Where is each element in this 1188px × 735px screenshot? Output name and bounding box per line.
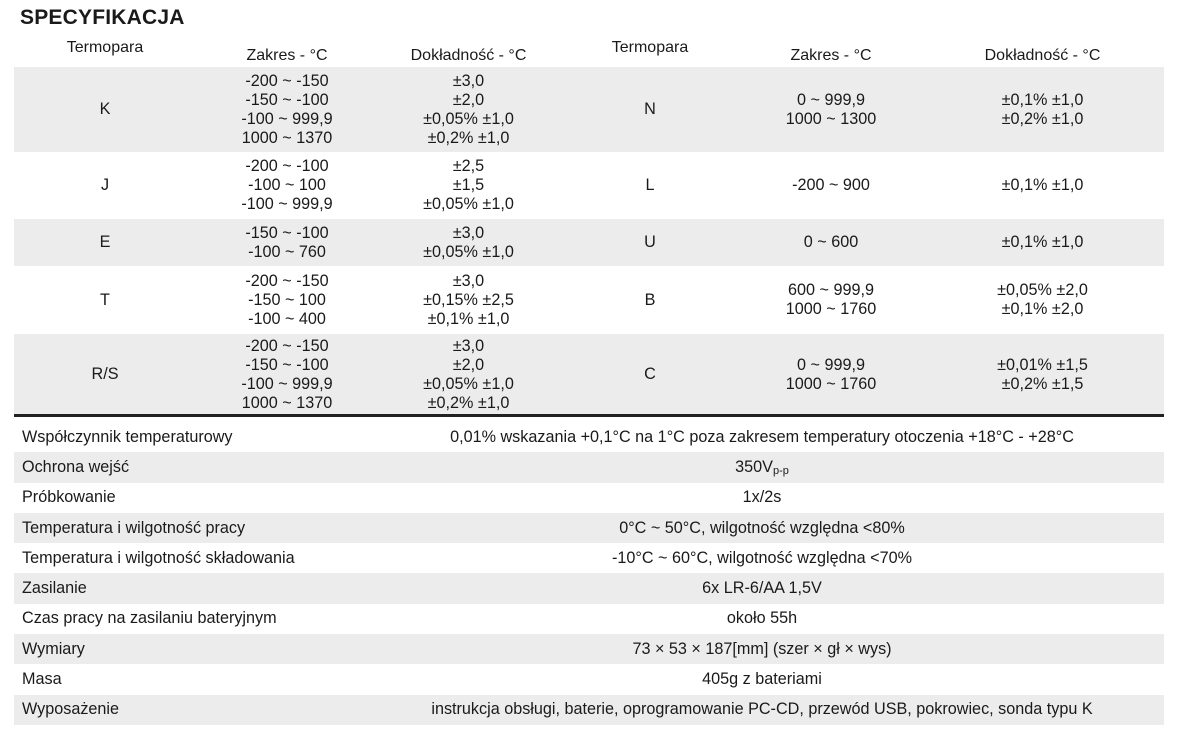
- cell-line: ±0,15% ±2,5: [423, 290, 514, 309]
- cell-line: ±0,2% ±1,0: [427, 393, 510, 412]
- cell-line: 0 ~ 999,9: [797, 355, 865, 374]
- spec-value-text: około 55h: [726, 609, 798, 628]
- spec-value: [390, 519, 1164, 538]
- cell-text: C: [644, 365, 656, 383]
- spec-label: Ochrona wejść: [22, 457, 130, 476]
- cell-line: -200 ~ -150: [245, 271, 329, 290]
- spec-label: Wymiary: [22, 639, 85, 658]
- accuracy-cell: [378, 67, 559, 152]
- cell-line: ±2,0: [452, 355, 485, 374]
- cell-line: ±3,0: [452, 223, 485, 242]
- thermocouple-type: [559, 152, 741, 219]
- cell-line: 0 ~ 600: [803, 233, 859, 251]
- cell-text: K: [99, 100, 111, 118]
- accuracy-cell: [921, 334, 1164, 415]
- header-dokladnosc-left: Dokładność - °C: [410, 47, 527, 64]
- cell-line: ±0,01% ±1,5: [997, 355, 1088, 374]
- cell-text: N: [644, 100, 656, 118]
- spec-value: [390, 700, 1164, 719]
- spec-value: [390, 488, 1164, 507]
- cell-line: -150 ~ -100: [245, 223, 329, 242]
- spec-value-text: 0,01% wskazania +0,1°C na 1°C poza zakresem temperatury otoczenia +18°C - +28°C: [450, 427, 1074, 446]
- thermocouple-row: [14, 266, 1164, 334]
- spec-value-text: 350V: [735, 457, 773, 476]
- cell-line: 1000 ~ 1760: [785, 374, 877, 393]
- spec-value-text: 0°C ~ 50°C, wilgotność względna <80%: [619, 518, 905, 537]
- thermocouple-row: [14, 152, 1164, 219]
- cell-line: -200 ~ 900: [792, 176, 870, 194]
- spec-row: [14, 483, 1164, 513]
- cell-line: ±0,1% ±2,0: [1001, 300, 1084, 318]
- thermocouple-type: [559, 266, 741, 334]
- cell-line: -150 ~ -100: [245, 355, 329, 374]
- range-cell: [741, 334, 921, 415]
- cell-line: 1000 ~ 1370: [241, 393, 333, 412]
- cell-line: ±3,0: [452, 71, 485, 90]
- spec-row: [14, 695, 1164, 725]
- cell-line: -100 ~ 100: [248, 176, 326, 194]
- cell-line: -150 ~ -100: [245, 90, 329, 109]
- spec-row: [14, 543, 1164, 573]
- cell-text: J: [100, 176, 110, 194]
- spec-label: Temperatura i wilgotność składowania: [22, 548, 295, 567]
- cell-line: ±0,05% ±2,0: [997, 281, 1088, 299]
- spec-label: Współczynnik temperaturowy: [22, 427, 233, 446]
- cell-text: L: [645, 176, 655, 194]
- cell-line: ±2,0: [452, 90, 485, 109]
- range-cell: [196, 219, 378, 266]
- spec-table: [14, 422, 1164, 725]
- cell-text: U: [644, 233, 656, 251]
- spec-row: [14, 573, 1164, 603]
- spec-value: [390, 428, 1164, 447]
- range-cell: [741, 219, 921, 266]
- spec-value-text: 73 × 53 × 187[mm] (szer × gł × wys): [632, 639, 892, 658]
- thermocouple-type: [559, 67, 741, 152]
- cell-line: ±2,5: [452, 157, 485, 175]
- thermocouple-table: [14, 67, 1164, 415]
- thermocouple-row: [14, 67, 1164, 152]
- spec-value: [390, 670, 1164, 689]
- thermocouple-type: [559, 219, 741, 266]
- spec-label: Temperatura i wilgotność pracy: [22, 518, 246, 537]
- cell-line: -150 ~ 100: [248, 290, 326, 309]
- thermocouple-type: [14, 334, 196, 415]
- cell-line: ±0,1% ±1,0: [1001, 233, 1084, 251]
- cell-line: ±3,0: [452, 336, 485, 355]
- cell-line: ±0,2% ±1,0: [427, 128, 510, 147]
- thermocouple-type: [14, 219, 196, 266]
- accuracy-cell: [921, 266, 1164, 334]
- cell-line: -100 ~ 999,9: [241, 109, 333, 128]
- thermocouple-row: [14, 334, 1164, 415]
- thermocouple-table-header: [14, 37, 1164, 67]
- cell-line: -100 ~ 760: [248, 242, 326, 261]
- cell-line: -100 ~ 400: [248, 309, 326, 328]
- table-divider: [14, 414, 1164, 417]
- cell-line: ±0,1% ±1,0: [1001, 176, 1084, 194]
- cell-line: 600 ~ 999,9: [788, 281, 874, 299]
- cell-line: 0 ~ 999,9: [797, 90, 865, 109]
- cell-text: E: [99, 233, 111, 251]
- spec-row: [14, 664, 1164, 694]
- cell-line: ±0,05% ±1,0: [423, 195, 514, 213]
- accuracy-cell: [921, 152, 1164, 219]
- thermocouple-type: [559, 334, 741, 415]
- cell-line: 1000 ~ 1760: [785, 300, 877, 318]
- spec-value-text: 6x LR-6/AA 1,5V: [702, 579, 822, 598]
- cell-line: ±0,1% ±1,0: [427, 309, 510, 328]
- cell-line: ±1,5: [452, 176, 485, 194]
- accuracy-cell: [378, 219, 559, 266]
- header-termopara-right: Termopara: [611, 39, 689, 56]
- cell-line: ±0,05% ±1,0: [423, 242, 514, 261]
- header-zakres-left: Zakres - °C: [246, 47, 328, 64]
- spec-value: [390, 640, 1164, 659]
- cell-line: ±3,0: [452, 271, 485, 290]
- range-cell: [196, 67, 378, 152]
- header-zakres-right: Zakres - °C: [790, 47, 872, 64]
- spec-row: [14, 634, 1164, 664]
- thermocouple-type: [14, 67, 196, 152]
- spec-label: Wyposażenie: [22, 700, 120, 719]
- spec-row: [14, 452, 1164, 482]
- cell-text: B: [644, 290, 656, 309]
- range-cell: [741, 152, 921, 219]
- spec-value: [390, 609, 1164, 628]
- cell-line: ±0,05% ±1,0: [423, 374, 514, 393]
- thermocouple-row: [14, 219, 1164, 266]
- spec-value-text: 1x/2s: [742, 488, 782, 507]
- range-cell: [196, 334, 378, 415]
- thermocouple-type: [14, 152, 196, 219]
- cell-line: ±0,1% ±1,0: [1001, 90, 1084, 109]
- spec-label: Próbkowanie: [22, 488, 116, 507]
- range-cell: [741, 67, 921, 152]
- range-cell: [196, 266, 378, 334]
- cell-line: -100 ~ 999,9: [241, 195, 333, 213]
- spec-label: Masa: [22, 670, 62, 689]
- accuracy-cell: [378, 152, 559, 219]
- cell-line: -100 ~ 999,9: [241, 374, 333, 393]
- accuracy-cell: [378, 334, 559, 415]
- spec-label: Czas pracy na zasilaniu bateryjnym: [22, 609, 277, 628]
- spec-value-text: 405g z bateriami: [702, 670, 822, 689]
- page-title: SPECYFIKACJA: [20, 6, 185, 29]
- spec-value: [390, 579, 1164, 598]
- cell-line: -200 ~ -100: [245, 157, 329, 175]
- spec-value: [390, 549, 1164, 568]
- range-cell: [741, 266, 921, 334]
- spec-value: [390, 458, 1164, 477]
- accuracy-cell: [921, 219, 1164, 266]
- cell-line: ±0,2% ±1,0: [1001, 109, 1084, 128]
- header-termopara-left: Termopara: [66, 39, 144, 56]
- header-dokladnosc-right: Dokładność - °C: [984, 47, 1101, 64]
- cell-line: -200 ~ -150: [245, 71, 329, 90]
- cell-line: ±0,2% ±1,5: [1001, 374, 1084, 393]
- cell-line: ±0,05% ±1,0: [423, 109, 514, 128]
- spec-value-subscript: p-p: [772, 464, 789, 477]
- cell-line: 1000 ~ 1300: [785, 109, 877, 128]
- cell-line: 1000 ~ 1370: [241, 128, 333, 147]
- spec-value-text: instrukcja obsługi, baterie, oprogramowanie PC-CD, przewód USB, pokrowiec, sonda typu K: [431, 700, 1093, 719]
- accuracy-cell: [378, 266, 559, 334]
- cell-text: R/S: [91, 365, 119, 383]
- spec-row: [14, 604, 1164, 634]
- spec-row: [14, 422, 1164, 452]
- cell-line: -200 ~ -150: [245, 336, 329, 355]
- spec-label: Zasilanie: [22, 579, 87, 598]
- thermocouple-type: [14, 266, 196, 334]
- spec-value-text: -10°C ~ 60°C, wilgotność względna <70%: [612, 548, 912, 567]
- range-cell: [196, 152, 378, 219]
- cell-text: T: [100, 290, 110, 309]
- spec-row: [14, 513, 1164, 543]
- accuracy-cell: [921, 67, 1164, 152]
